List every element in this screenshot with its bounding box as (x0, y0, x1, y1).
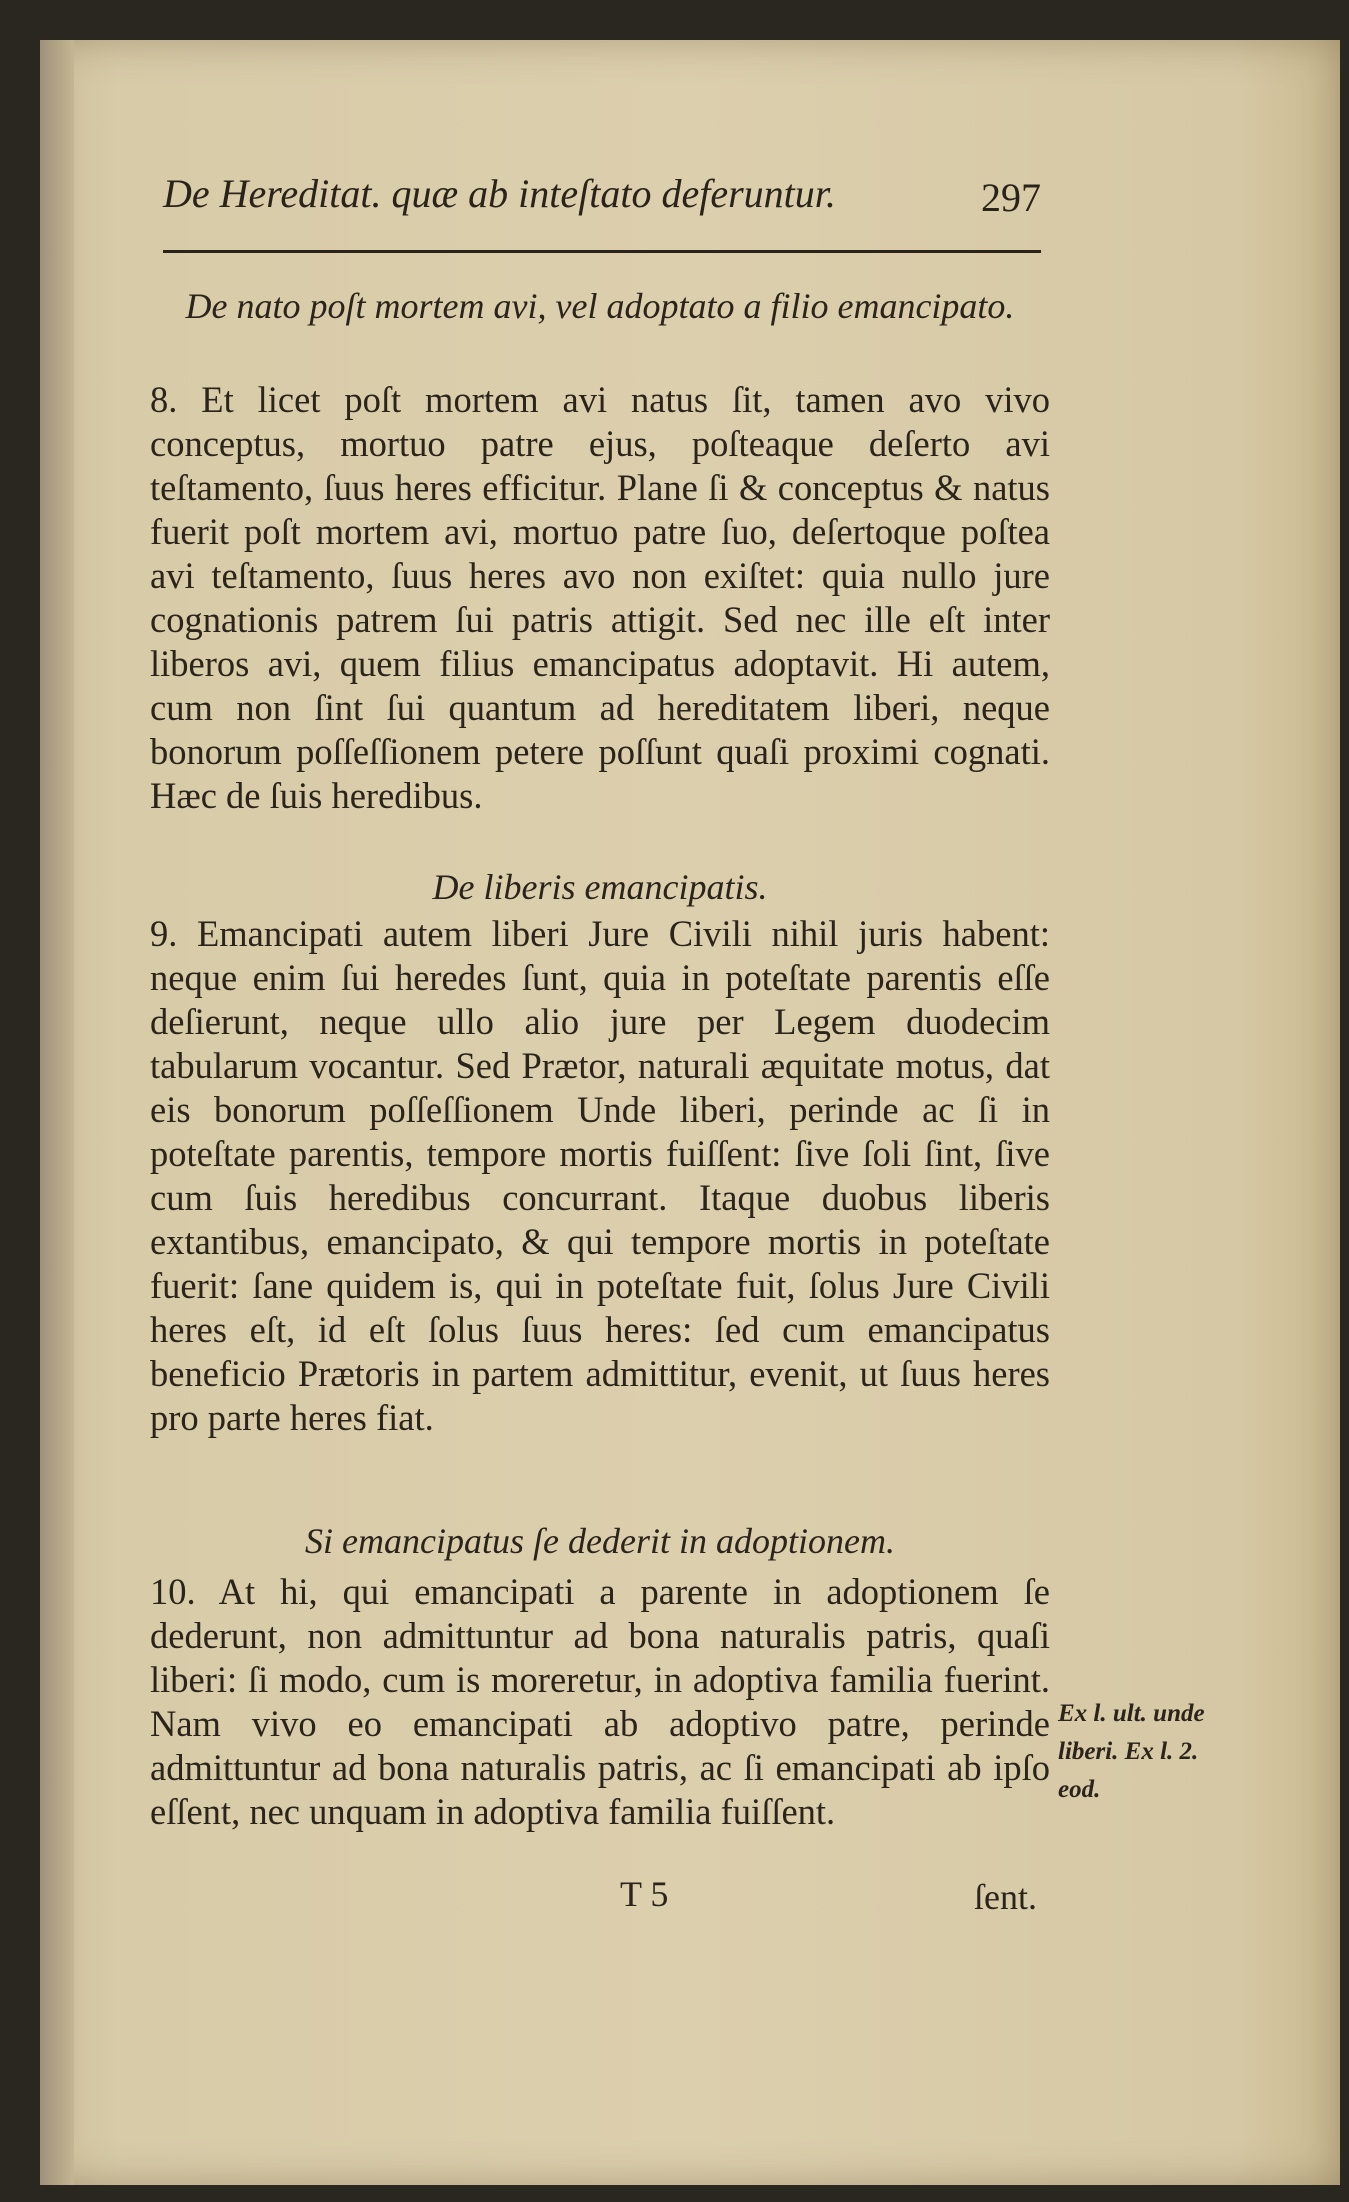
paragraph-text: 10. At hi, qui emancipati a parente in adoptionem ſe dederunt, non admittuntur ad bona naturalis patris, quaſi liberi: ſi modo, cum is moreretur, in adoptiva familia fuerint. Nam vivo eo emancipati ab adoptivo patre, perinde admittuntur ad bona naturalis patris, ac ſi emancipati ab ipſo eſſent, nec unquam in adoptiva familia fuiſſent. (150, 1571, 1050, 1832)
running-title: De Hereditat. quæ ab inteſtato deferuntur. (163, 171, 836, 216)
paragraph-10 (150, 1570, 1050, 1834)
page-number: 297 (981, 175, 1041, 220)
paragraph-8 (150, 378, 1050, 818)
signature-mark: T 5 (620, 1874, 669, 1914)
book-page (40, 40, 1340, 2185)
section-heading-2: De liberis emancipatis. (432, 867, 768, 907)
page-header (163, 170, 1041, 253)
paragraph-text: 9. Emancipati autem liberi Jure Civili nihil juris habent: neque enim ſui heredes ſunt, quia in poteſtate parentis eſſe deſierunt, neque ullo alio jure per Legem duodecim tabularum vocantur. Sed Prætor, naturali æquitate motus, dat eis bonorum poſſeſſionem Unde liberi, perinde ac ſi in poteſtate parentis, tempore mortis fuiſſent: ſive ſoli ſint, ſive cum ſuis heredibus concurrant. Itaque duobus liberis extantibus, emancipato, & qui tempore mortis in poteſtate fuerit: ſane quidem is, qui in poteſtate fuit, ſolus Jure Civili heres eſt, id eſt ſolus ſuus heres: ſed cum emancipatus beneficio Prætoris in partem admittitur, evenit, ut ſuus heres pro parte heres fiat. (150, 913, 1050, 1438)
page-gutter (40, 40, 74, 2185)
section-heading-1: De nato poſt mortem avi, vel adoptato a filio emancipato. (185, 286, 1015, 326)
section-heading-3: Si emancipatus ſe dederit in adoptionem. (305, 1521, 895, 1561)
paragraph-9 (150, 912, 1050, 1440)
paragraph-text: 8. Et licet poſt mortem avi natus ſit, tamen avo vivo conceptus, mortuo patre ejus, poſteaque deſerto avi teſtamento, ſuus heres efficitur. Plane ſi & conceptus & natus fuerit poſt mortem avi, mortuo patre ſuo, deſertoque poſtea avi teſtamento, ſuus heres avo non exiſtet: quia nullo jure cognationis patrem ſui patris attigit. Sed nec ille eſt inter liberos avi, quem filius emancipatus adoptavit. Hi autem, cum non ſint ſui quantum ad hereditatem liberi, neque bonorum poſſeſſionem petere poſſunt quaſi proximi cognati. Hæc de ſuis heredibus. (150, 379, 1050, 816)
catchword: ſent. (974, 1877, 1037, 1917)
margin-note: Ex l. ult. unde liberi. Ex l. 2. eod. (1058, 1700, 1205, 1803)
